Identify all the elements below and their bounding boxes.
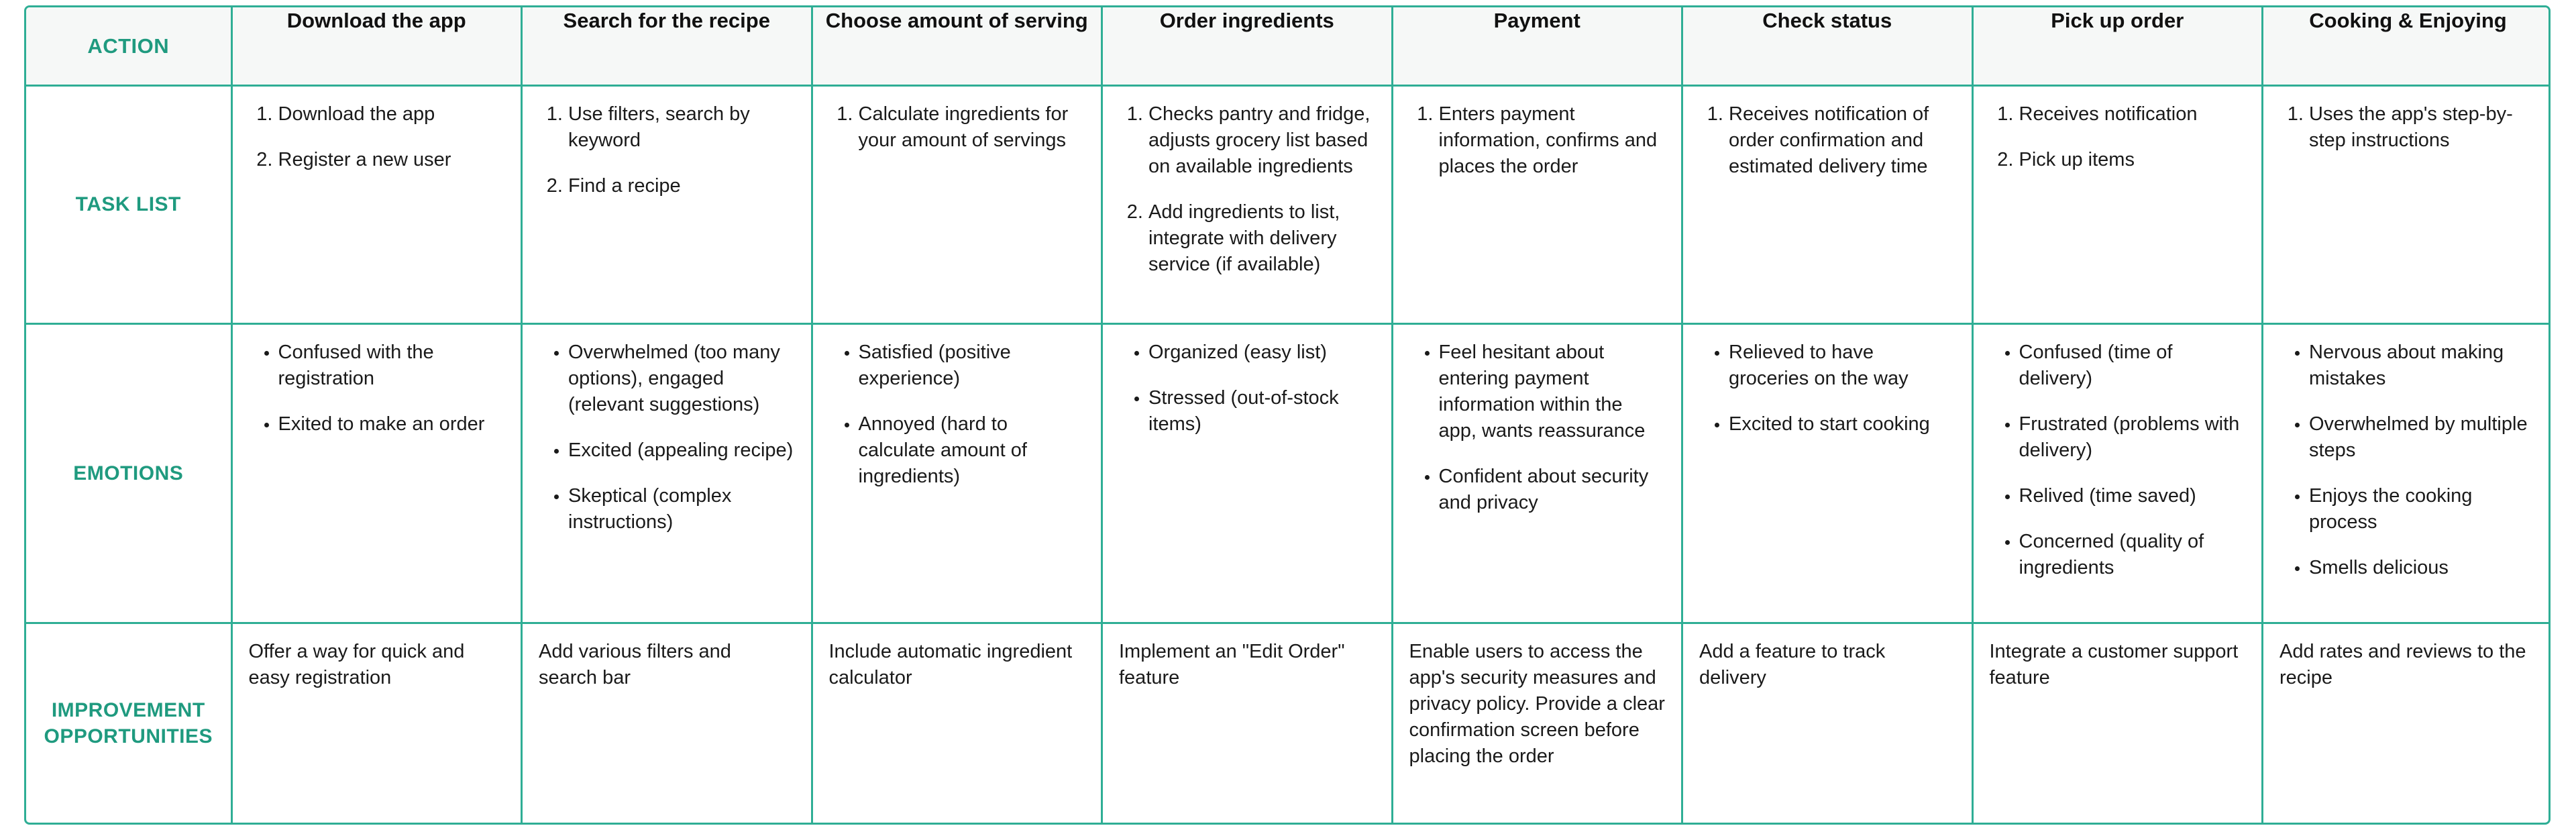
emotion-item: • Confused with the registration — [278, 340, 505, 392]
stage-title: Search for the recipe — [522, 7, 812, 85]
task-list — [539, 101, 795, 199]
improvement-row — [26, 623, 2551, 823]
task-cell — [231, 85, 522, 323]
emotion-item: • Excited (appealing recipe) — [568, 437, 795, 464]
task-item: 1. Calculate ingredients for your amount of servings — [859, 101, 1085, 154]
task-cell — [1102, 85, 1393, 323]
task-item: 1. Checks pantry and fridge, adjusts grocery list based on available ingredients — [1148, 101, 1375, 180]
improvement-cell — [1972, 623, 2263, 823]
improvement-text: Add various filters and search bar — [539, 640, 731, 688]
emotion-list — [2279, 340, 2536, 581]
task-item: 1. Receives notification — [2019, 101, 2246, 127]
action-row — [26, 7, 2551, 85]
emotion-item: • Frustrated (problems with delivery) — [2019, 411, 2246, 464]
task-item: 1. Enters payment information, confirms and places the order — [1439, 101, 1666, 180]
emotion-list — [1699, 340, 1955, 437]
task-item: 1. Download the app — [278, 101, 505, 127]
emotion-item: • Confident about security and privacy — [1439, 464, 1666, 516]
stage-title: Cooking & Enjoying — [2263, 7, 2551, 85]
emotion-cell — [231, 323, 522, 623]
emotion-cell — [812, 323, 1102, 623]
emotion-cell — [2263, 323, 2551, 623]
emotion-list — [1990, 340, 2246, 581]
emotion-item: • Confused (time of delivery) — [2019, 340, 2246, 392]
emotions-row-label: EMOTIONS — [26, 323, 231, 623]
emotion-item: • Overwhelmed by multiple steps — [2309, 411, 2536, 464]
improvement-text: Integrate a customer support feature — [1989, 640, 2239, 688]
improvement-cell — [1392, 623, 1682, 823]
emotion-item: • Smells delicious — [2309, 555, 2536, 581]
task-item: 2. Find a recipe — [568, 173, 795, 199]
task-list-row-label: TASK LIST — [26, 85, 231, 323]
emotion-item: • Excited to start cooking — [1729, 411, 1955, 437]
improvement-label-line: IMPROVEMENT — [51, 698, 205, 721]
improvement-cell — [231, 623, 522, 823]
task-cell — [1682, 85, 1973, 323]
task-cell — [2263, 85, 2551, 323]
emotion-cell — [1392, 323, 1682, 623]
task-item: 2. Register a new user — [278, 147, 505, 173]
emotion-cell — [1972, 323, 2263, 623]
emotion-item: • Overwhelmed (too many options), engaged (relevant suggestions) — [568, 340, 795, 418]
stage-title: Download the app — [231, 7, 522, 85]
emotion-list — [1409, 340, 1666, 516]
stage-title: Payment — [1392, 7, 1682, 85]
task-list — [2279, 101, 2536, 154]
improvement-text: Add a feature to track delivery — [1699, 640, 1886, 688]
improvement-text: Enable users to access the app's security measures and privacy policy. Provide a clear confirmation screen before placing the order — [1409, 640, 1665, 767]
emotion-list — [539, 340, 795, 535]
improvement-text: Offer a way for quick and easy registration — [248, 640, 465, 688]
emotion-item: • Annoyed (hard to calculate amount of ingredients) — [859, 411, 1085, 490]
emotion-cell — [522, 323, 812, 623]
improvement-label-line: OPPORTUNITIES — [44, 725, 213, 747]
emotions-row — [26, 323, 2551, 623]
improvement-cell — [522, 623, 812, 823]
improvement-row-label — [26, 623, 231, 823]
task-cell — [1392, 85, 1682, 323]
emotion-item: • Relived (time saved) — [2019, 483, 2246, 509]
emotion-list — [1119, 340, 1375, 437]
emotion-item: • Feel hesitant about entering payment information within the app, wants reassurance — [1439, 340, 1666, 444]
task-list — [1699, 101, 1955, 180]
task-cell — [812, 85, 1102, 323]
task-list — [829, 101, 1085, 154]
task-list-row — [26, 85, 2551, 323]
task-list — [1119, 101, 1375, 278]
journey-map-table — [26, 7, 2551, 823]
improvement-cell — [1682, 623, 1973, 823]
task-list — [249, 101, 505, 173]
emotion-item: • Enjoys the cooking process — [2309, 483, 2536, 535]
stage-title: Pick up order — [1972, 7, 2263, 85]
emotion-item: • Organized (easy list) — [1148, 340, 1375, 366]
emotion-item: • Skeptical (complex instructions) — [568, 483, 795, 535]
task-cell — [1972, 85, 2263, 323]
emotion-cell — [1102, 323, 1393, 623]
journey-map-table-frame — [24, 5, 2551, 825]
action-row-label: ACTION — [26, 7, 231, 85]
task-list — [1409, 101, 1666, 180]
stage-title: Check status — [1682, 7, 1973, 85]
stage-title: Choose amount of serving — [812, 7, 1102, 85]
task-item: 1. Use filters, search by keyword — [568, 101, 795, 154]
emotion-cell — [1682, 323, 1973, 623]
improvement-text: Add rates and reviews to the recipe — [2279, 640, 2526, 688]
emotion-list — [829, 340, 1085, 490]
improvement-text: Implement an "Edit Order" feature — [1119, 640, 1345, 688]
emotion-item: • Nervous about making mistakes — [2309, 340, 2536, 392]
task-item: 2. Pick up items — [2019, 147, 2246, 173]
task-item: 2. Add ingredients to list, integrate with delivery service (if available) — [1148, 199, 1375, 278]
improvement-cell — [812, 623, 1102, 823]
emotion-item: • Relieved to have groceries on the way — [1729, 340, 1955, 392]
task-list — [1990, 101, 2246, 173]
stage-title: Order ingredients — [1102, 7, 1393, 85]
improvement-cell — [1102, 623, 1393, 823]
task-item: 1. Receives notification of order confirmation and estimated delivery time — [1729, 101, 1955, 180]
emotion-item: • Concerned (quality of ingredients — [2019, 529, 2246, 581]
task-cell — [522, 85, 812, 323]
emotion-item: • Stressed (out-of-stock items) — [1148, 385, 1375, 437]
emotion-list — [249, 340, 505, 437]
task-item: 1. Uses the app's step-by-step instructions — [2309, 101, 2536, 154]
emotion-item: • Satisfied (positive experience) — [859, 340, 1085, 392]
improvement-text: Include automatic ingredient calculator — [828, 640, 1073, 688]
improvement-cell — [2263, 623, 2551, 823]
emotion-item: • Exited to make an order — [278, 411, 505, 437]
